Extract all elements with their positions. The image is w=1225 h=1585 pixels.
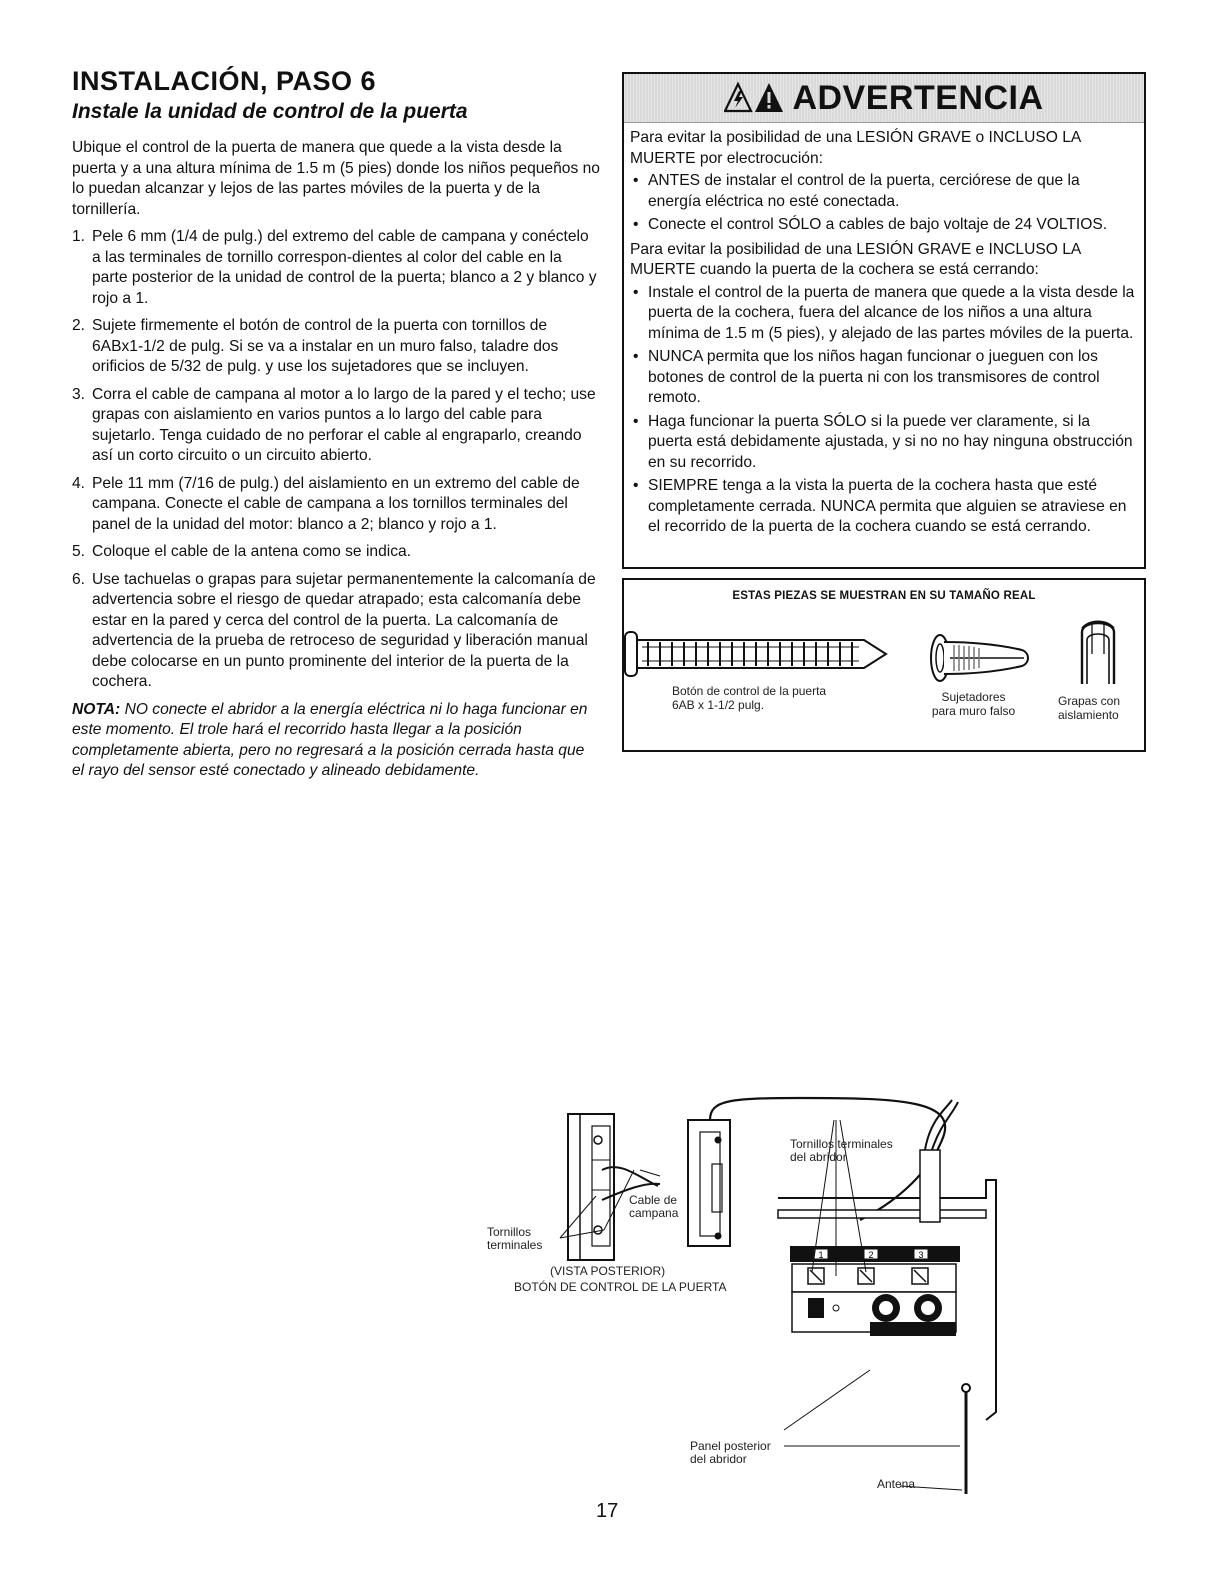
warning-box — [622, 72, 1146, 569]
warning-item: • SIEMPRE tenga a la vista la puerta de la cochera hasta que esté completamente cerrada. NUNCA permita que alguien se atraviese en el recorrido de la puerta de la cochera cuando se está cerrando. — [630, 476, 1135, 538]
step-item — [72, 316, 600, 378]
step-item — [72, 227, 600, 309]
parts-box — [622, 578, 1146, 752]
step-text: Use tachuelas o grapas para sujetar permanentemente la calcomanía de advertencia sobre el riesgo de quedar atrapado; esta calcomanía debe estar en la pared y cerca del control de la puerta. La calcomanía de advertencia de la prueba de retroceso de seguridad y liberación manual debe colocarse en un punto prominente del interior de la puerta de la cochera. — [92, 570, 596, 690]
warning-header — [624, 74, 1144, 123]
step-number: 4. — [72, 474, 86, 492]
door-button-rear-view — [568, 1114, 614, 1260]
warning-item: • NUNCA permita que los niños hagan funcionar o jueguen con los botones de control de la puerta ni con los transmisores de control remoto. — [630, 347, 1135, 409]
warning-item: • Conecte el control SÓLO a cables de bajo voltaje de 24 VOLTIOS. — [630, 215, 1135, 236]
terminal-1-label: 1 — [818, 1250, 824, 1260]
step-text: Pele 6 mm (1/4 de pulg.) del extremo del cable de campana y conéctelo a las terminales de tornillo correspon-dientes al color del cable en la parte posterior de la unidad de control de la puerta; blanco a 2 y blanco y rojo a 1. — [92, 228, 597, 307]
antenna-label: Antena — [877, 1477, 916, 1491]
terminal-3-label: 3 — [918, 1250, 924, 1260]
screw-caption: Botón de control de la puerta 6AB x 1-1/2 pulg. — [672, 684, 827, 712]
terminal-2-label: 2 — [868, 1250, 874, 1260]
step-number: 1. — [72, 228, 86, 245]
button-caption: BOTÓN DE CONTROL DE LA PUERTA — [514, 1280, 727, 1294]
rear-view-label: (VISTA POSTERIOR) — [550, 1264, 666, 1278]
step-item — [72, 570, 600, 693]
door-button-front-view — [688, 1120, 730, 1246]
opener-terminals-label: Tornillos terminales del abridor — [790, 1137, 893, 1164]
terminal-screws-label: Tornillos terminales — [487, 1225, 543, 1252]
anchor-caption: Sujetadores para muro falso — [931, 690, 1016, 718]
step-text: Pele 11 mm (7/16 de pulg.) del aislamiento en un extremo del cable de campana. Conecte el cable de campana a los tornillos terminales del panel de la unidad del motor: blanco a 2; blanco y rojo a 1. — [92, 474, 580, 533]
warning-list — [630, 171, 1135, 236]
electric-shock-warning-icon — [725, 84, 751, 111]
warning-item: • Instale el control de la puerta de manera que quede a la vista desde la puerta de la cochera, fuera del alcance de los niños a una altura mínima de 1.5 m (5 pies), y alejado de las partes móviles de la puerta. — [630, 283, 1135, 345]
page-title: INSTALACIÓN, PASO 6 — [72, 66, 377, 96]
insulated-staple-illustration — [1076, 614, 1120, 686]
step-item — [72, 542, 600, 563]
note-label: NOTA: — [72, 700, 121, 718]
page-number: 17 — [596, 1500, 619, 1522]
parts-title: ESTAS PIEZAS SE MUESTRAN EN SU TAMAÑO REAL — [732, 590, 1036, 602]
warning-icons — [724, 81, 784, 115]
step-item — [72, 385, 600, 467]
step-item — [72, 474, 600, 536]
steps-list — [72, 227, 600, 693]
screw-illustration — [624, 628, 914, 682]
back-panel-label: Panel posterior del abridor — [690, 1439, 771, 1466]
warning-body — [630, 128, 1135, 542]
warning-list — [630, 283, 1135, 538]
warning-item: • ANTES de instalar el control de la puerta, cerciórese de que la energía eléctrica no esté conectada. — [630, 171, 1135, 212]
warning-intro: Para evitar la posibilidad de una LESIÓN GRAVE e INCLUSO LA MUERTE cuando la puerta de la cochera se está cerrando: — [630, 240, 1081, 278]
warning-triangle-icon — [755, 83, 783, 112]
step-text: Sujete firmemente el botón de control de la puerta con tornillos de 6ABx1-1/2 de pulg. Si se va a instalar en un muro falso, taladre dos orificios de 5/32 de pulg. y use los sujetadores que se incluyen. — [92, 317, 559, 375]
note-text: NO conecte el abridor a la energía eléctrica ni lo haga funcionar en este momento. El trole hará el recorrido hasta llegar a la posición completamente abierta, pero no regresará a la posición cerrada hasta que el rayo del sensor esté conectado y alineado debidamente. — [72, 700, 588, 779]
warning-item: • Haga funcionar la puerta SÓLO si la puede ver claramente, si la puerta está debidamente ajustada, y si no no hay ninguna obstrucción en su recorrido. — [630, 412, 1135, 474]
step-number: 6. — [72, 570, 86, 588]
instructions-column — [72, 138, 600, 789]
wiring-diagram — [540, 1090, 1010, 1500]
drywall-anchor-illustration — [926, 632, 1036, 688]
step-number: 3. — [72, 385, 86, 403]
step-text: Corra el cable de campana al motor a lo largo de la pared y el techo; use grapas con aislamiento en varios puntos a lo largo del cable para sujetarlo. Tenga cuidado de no perforar el cable al engraparlo, creando así un corto circuito o un circuito abierto. — [92, 385, 596, 464]
step-text: Coloque el cable de la antena como se indica. — [92, 543, 412, 560]
step-number: 2. — [72, 317, 86, 334]
warning-title: ADVERTENCIA — [792, 78, 1044, 117]
bell-wire-label: Cable de campana — [629, 1193, 679, 1220]
intro-paragraph: Ubique el control de la puerta de manera que quede a la vista desde la puerta y a una altura mínima de 1.5 m (5 pies) donde los niños pequeños no lo puedan alcanzar y lejos de las partes móviles de la puerta y de la tornillería. — [72, 139, 600, 218]
section-subtitle: Instale la unidad de control de la puerta — [72, 100, 468, 123]
note-paragraph — [72, 700, 600, 782]
warning-intro: Para evitar la posibilidad de una LESIÓN GRAVE o INCLUSO LA MUERTE por electrocución: — [630, 129, 1081, 167]
step-number: 5. — [72, 543, 86, 560]
staple-caption: Grapas con aislamiento — [1058, 694, 1121, 722]
